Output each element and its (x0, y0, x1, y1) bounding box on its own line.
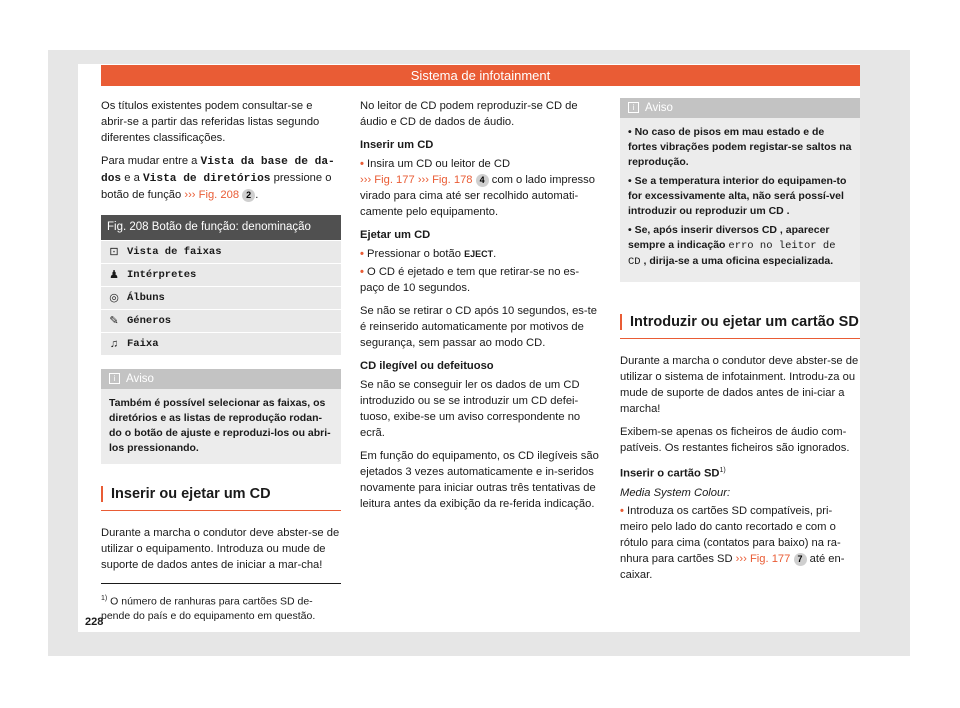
notice-body (620, 118, 860, 282)
notice-header (620, 98, 860, 118)
bullet-icon: • (620, 504, 624, 517)
page-number: 228 (85, 616, 104, 628)
text: O CD é ejetado e tem que retirar-se no es-paço de 10 segundos. (360, 266, 580, 294)
paragraph: Em função do equipamento, os CD ilegíveis são ejetados 3 vezes automaticamente e in-seridos novamente para iniciar outras três tentativas de leitura antes da exibição da re-ferida indicação. (360, 450, 599, 510)
genre-icon: ✎ (109, 315, 119, 327)
table-row (101, 240, 341, 263)
notice-title: Aviso (126, 373, 154, 385)
bullet-item (360, 264, 600, 296)
row-label: Vista de faixas (127, 246, 222, 258)
text: com o lado impresso virado para cima até ser recolhido automati-camente pelo equipamento. (360, 174, 595, 218)
section-heading: Introduzir ou ejetar um cartão SD (620, 314, 860, 330)
column-right (620, 98, 860, 590)
callout-number: 7 (794, 553, 807, 566)
paragraph (101, 153, 341, 203)
table-row (101, 286, 341, 309)
row-label: Géneros (127, 315, 172, 327)
column-left (101, 98, 341, 580)
paragraph: Durante a marcha o condutor deve abster-se de utilizar o equipamento. Introduza ou mude de suporte de dados antes de iniciar a mar-cha! (101, 527, 340, 571)
section-heading: Inserir ou ejetar um CD (101, 486, 341, 502)
bullet-item: • Se, após inserir diversos CD , aparecer sempre a indicação erro no leitor de CD , dirija-se a uma oficina especializada. (628, 224, 836, 268)
figure-table (101, 215, 341, 355)
text: e a (121, 172, 143, 184)
text: até en-caixar. (620, 552, 845, 581)
track-icon: ♫ (109, 338, 119, 350)
artist-icon: ♟ (109, 269, 119, 281)
section-heading-wrap (620, 314, 860, 339)
figure-link[interactable]: ››› Fig. 177 ››› Fig. 178 (360, 174, 473, 186)
code-text: Vista da base de da-dos (101, 156, 335, 185)
paragraph: Exibem-se apenas os ficheiros de áudio com-patíveis. Os restantes ficheiros são ignorados. (620, 426, 850, 454)
eject-button-label: EJECT (464, 249, 494, 259)
text: Pressionar o botão (367, 248, 465, 260)
subheading (620, 463, 860, 482)
notice-box (101, 369, 341, 464)
notice-body: Também é possível selecionar as faixas, os diretórios e as listas de reprodução rodan-do o botão de ajuste e reproduzi-los ou abri-los pressionando. (109, 397, 331, 454)
text: Introduza os cartões SD compatíveis, pri-meiro pelo lado do canto recortado e com o rótulo para cima (contatos para baixo) na ra-nhura para cartões SD (620, 504, 841, 565)
text: Para mudar entre a (101, 155, 201, 167)
notice-header (101, 369, 341, 389)
code-text: Vista de diretórios (142, 173, 271, 185)
tracks-icon: ⊡ (109, 246, 119, 258)
code-text: erro no leitor de CD (628, 240, 836, 268)
column-middle (360, 98, 600, 519)
table-row (101, 309, 341, 332)
table-row (101, 263, 341, 286)
callout-number: 2 (242, 189, 255, 202)
notice-box (620, 98, 860, 282)
text: pressione o botão de função (101, 172, 332, 201)
info-icon: i (628, 102, 639, 113)
callout-number: 4 (476, 174, 489, 187)
footnote-text: O número de ranhuras para cartões SD de-pende do país e do equipamento em questão. (101, 595, 316, 622)
figure-title: Fig. 208 Botão de função: denominação (101, 215, 341, 240)
bullet-icon: • (360, 266, 364, 278)
bullet-item: • Se a temperatura interior do equipamen-to for excessivamente alta, não será possí-vel introduzir ou reproduzir um CD . (628, 175, 847, 217)
paragraph: Os títulos existentes podem consultar-se e abrir-se a partir das referidas listas segundo diferentes classificações. (101, 100, 320, 144)
footnote-ref: 1) (719, 467, 726, 474)
subheading: CD ilegível ou defeituoso (360, 360, 494, 372)
paragraph: Durante a marcha o condutor deve abster-se de utilizar o sistema de infotainment. Introdu-za ou mude de suporte de dados antes de ini-ciar a marcha! (620, 355, 859, 415)
info-icon: i (109, 373, 120, 384)
bullet-icon: • (360, 158, 364, 170)
bullet-item (620, 503, 860, 583)
bullet-item (360, 156, 600, 220)
paragraph: No leitor de CD podem reproduzir-se CD de áudio e CD de dados de áudio. (360, 100, 578, 128)
text: , dirija-se a uma oficina especializada. (640, 255, 834, 267)
footnote-mark: 1) (101, 595, 108, 602)
figure-link[interactable]: ››› Fig. 177 (735, 552, 791, 565)
footnote (101, 583, 341, 623)
notice-title: Aviso (645, 102, 673, 114)
row-label: Intérpretes (127, 269, 197, 281)
text: . (255, 189, 259, 201)
row-label: Álbuns (127, 292, 165, 304)
text: Se a temperatura interior do equipamen-to for excessivamente alta, não será possí-vel introduzir ou reproduzir um CD . (628, 175, 847, 217)
bullet-icon: • (360, 248, 364, 260)
italic-label: Media System Colour: (620, 486, 731, 499)
text: No caso de pisos em mau estado e de fortes vibrações podem registar-se saltos na reprodução. (628, 126, 852, 168)
figure-link[interactable]: ››› Fig. 208 (184, 189, 240, 201)
subheading: Inserir um CD (360, 139, 434, 151)
paragraph: Se não se conseguir ler os dados de um CD introduzido ou se se introduzir um CD defei-tuoso, exibe-se um aviso correspondente no ecrã. (360, 379, 581, 439)
table-row (101, 332, 341, 355)
text: Se, após inserir diversos CD , aparecer sempre a indicação (628, 224, 830, 251)
text: Insira um CD ou leitor de CD (367, 158, 511, 170)
paragraph: Se não se retirar o CD após 10 segundos, es-te é reinserido automaticamente por motivos de segurança, sem passar ao modo CD. (360, 305, 597, 349)
row-label: Faixa (127, 338, 159, 350)
text: Inserir o cartão SD (620, 467, 720, 480)
album-icon: ◎ (109, 292, 119, 304)
subheading: Ejetar um CD (360, 229, 431, 241)
bullet-item: • Pressionar o botão EJECT. (360, 248, 497, 260)
bullet-item: • No caso de pisos em mau estado e de fortes vibrações podem registar-se saltos na reprodução. (628, 126, 852, 168)
section-heading-wrap (101, 486, 341, 511)
page-header: Sistema de infotainment (101, 65, 860, 86)
